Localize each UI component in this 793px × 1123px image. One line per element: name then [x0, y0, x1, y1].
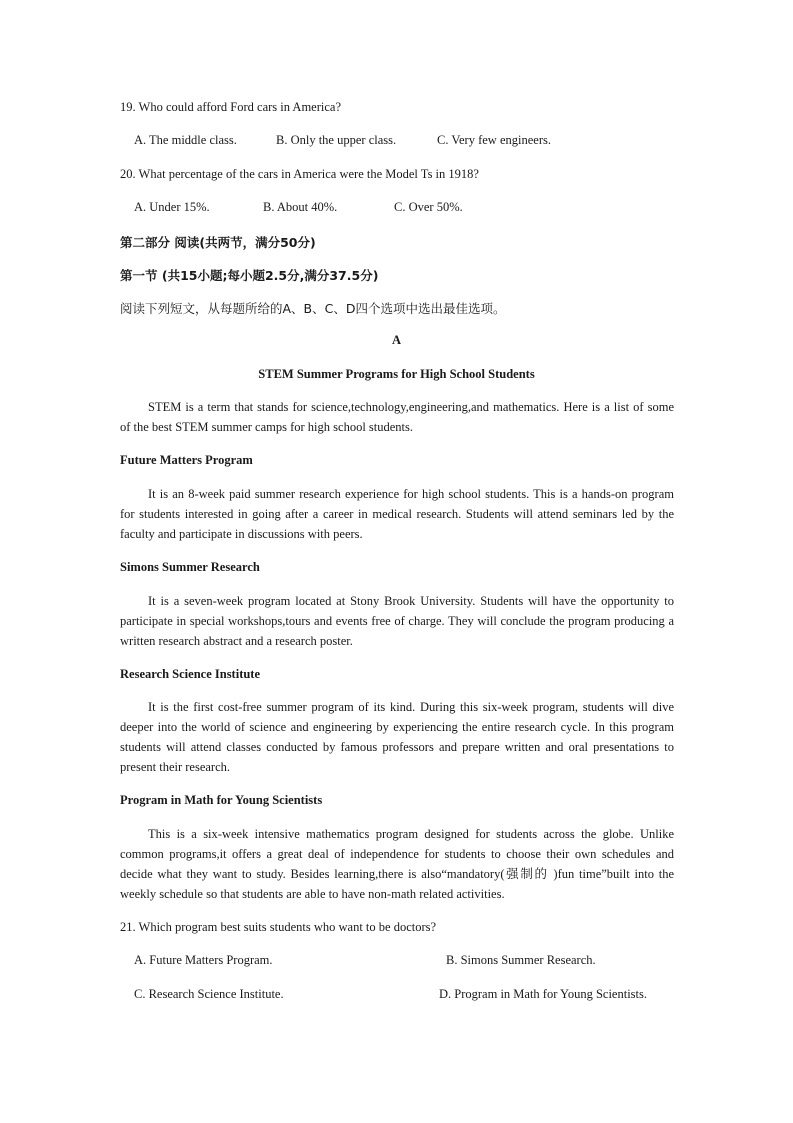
program-body-future-matters: It is an 8-week paid summer research experience for high school students. This is a hands-on program for students interested in going after a career in medical research. Students will attend seminars led by the faculty and participate in discussions with peers.	[120, 487, 674, 541]
program-heading-future-matters: Future Matters Program	[120, 453, 253, 467]
question-21-option-d: D. Program in Math for Young Scientists.	[439, 987, 647, 1001]
question-20-option-c: C. Over 50%.	[394, 200, 463, 214]
question-20-option-a: A. Under 15%.	[134, 200, 210, 214]
question-21-option-a: A. Future Matters Program.	[134, 953, 273, 967]
question-21-option-b: B. Simons Summer Research.	[446, 953, 596, 967]
program-body-rsi: It is the first cost-free summer program of its kind. During this six-week program, students will dive deeper into the world of science and engineering by experiencing the entire research cycle. In this program students will attend classes conducted by famous professors and prepare written and oral presentations to present their research.	[120, 700, 674, 774]
section-one-heading: 第一节 (共15小题;每小题2.5分,满分37.5分)	[120, 268, 379, 283]
reading-instruction: 阅读下列短文，从每题所给的A、B、C、D四个选项中选出最佳选项。	[120, 301, 506, 316]
question-20-option-b: B. About 40%.	[263, 200, 338, 214]
question-20-stem: 20. What percentage of the cars in America were the Model Ts in 1918?	[120, 167, 479, 181]
question-21-stem: 21. Which program best suits students who want to be doctors?	[120, 920, 437, 934]
part-two-heading: 第二部分 阅读(共两节，满分50分)	[120, 235, 316, 250]
question-19-option-a: A. The middle class.	[134, 133, 237, 147]
program-body-math: This is a six-week intensive mathematics program designed for students across the globe. Unlike common programs,it offers a great deal of independence for students to choose their own schedules and decide what they want to study. Besides learning,there is also“mandatory(强制的 )fun time”built into the weekly schedule so that students are able to have non-math related activities.	[120, 827, 674, 901]
question-19-stem: 19. Who could afford Ford cars in America?	[120, 100, 342, 114]
question-19-option-c: C. Very few engineers.	[437, 133, 551, 147]
passage-intro: STEM is a term that stands for science,technology,engineering,and mathematics. Here is a list of some of the best STEM summer camps for high school students.	[120, 400, 674, 434]
passage-letter: A	[391, 333, 402, 347]
program-heading-math: Program in Math for Young Scientists	[120, 793, 323, 807]
question-21-option-c: C. Research Science Institute.	[134, 987, 284, 1001]
passage-title: STEM Summer Programs for High School Students	[258, 367, 535, 381]
program-body-simons: It is a seven-week program located at Stony Brook University. Students will have the opportunity to participate in special workshops,tours and events free of charge. They will conclude the program producing a written research abstract and a research poster.	[120, 594, 674, 648]
program-heading-simons: Simons Summer Research	[120, 560, 260, 574]
program-heading-rsi: Research Science Institute	[120, 667, 261, 681]
question-19-option-b: B. Only the upper class.	[276, 133, 397, 147]
